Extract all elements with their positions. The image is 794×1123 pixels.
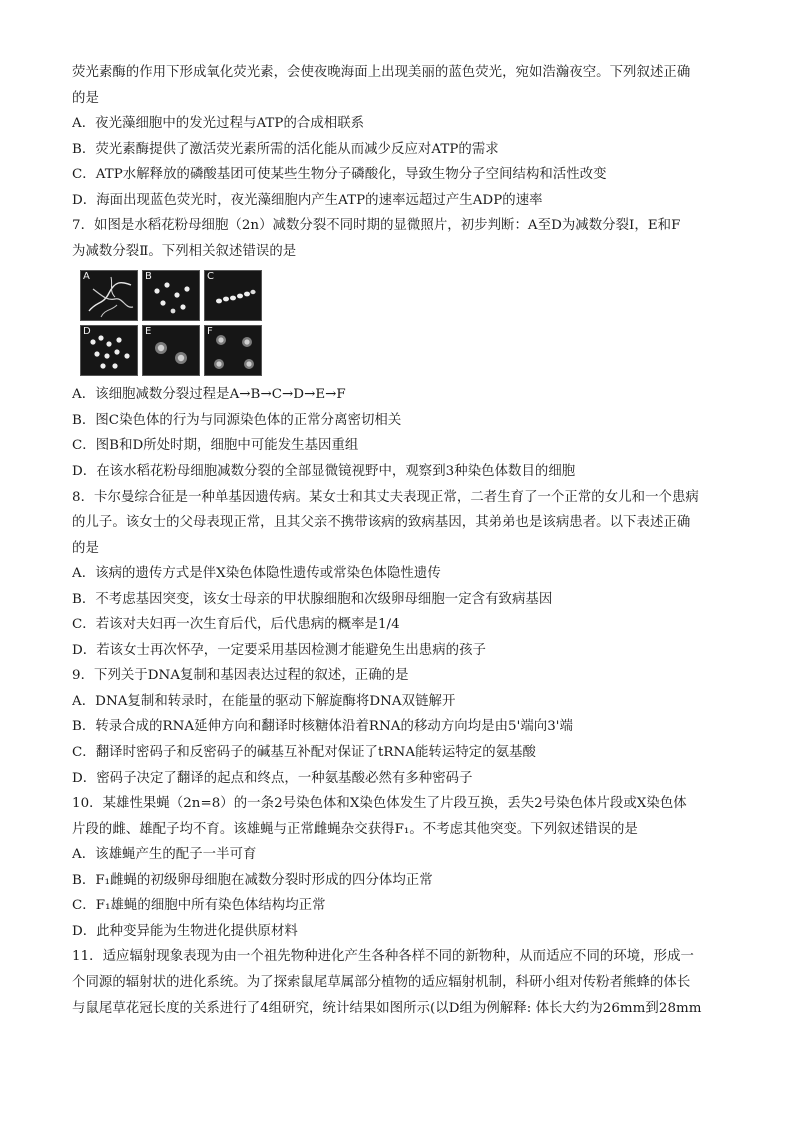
question-8-stem: 8．卡尔曼综合征是一种单基因遗传病。某女士和其丈夫表现正常，二者生育了一个正常的女儿和一个患病	[72, 489, 699, 505]
micrograph-panel-a	[80, 270, 138, 321]
option-line: B．荧光素酶提供了激活荧光素所需的活化能从而减少反应对ATP的需求	[72, 141, 499, 157]
question-11-stem: 个同源的辐射状的进化系统。为了探索鼠尾草属部分植物的适应辐射机制，科研小组对传粉者熊蜂的体长	[72, 974, 691, 990]
micrograph-panel-d	[80, 325, 138, 376]
panel-label: C	[207, 271, 214, 283]
panel-label: E	[145, 326, 152, 338]
text-line: 的是	[72, 90, 99, 106]
option-line: A．该雄蝇产生的配子一半可育	[72, 847, 257, 863]
micrograph-panel-f	[204, 325, 262, 376]
document-body	[72, 60, 724, 1021]
question-7-stem: 为减数分裂Ⅱ。下列相关叙述错误的是	[72, 243, 297, 259]
option-line: C．翻译时密码子和反密码子的碱基互补配对保证了tRNA能转运特定的氨基酸	[72, 745, 537, 761]
micrograph-grid	[80, 270, 262, 376]
option-line: B．图C染色体的行为与同源染色体的正常分离密切相关	[72, 412, 402, 428]
question-8-stem: 的儿子。该女士的父母表现正常，且其父亲不携带该病的致病基因，其弟弟也是该病患者。以下表述正确	[72, 515, 691, 531]
option-line: D．此种变异能为生物进化提供原材料	[72, 923, 298, 939]
question-8-stem: 的是	[72, 540, 99, 556]
panel-label: B	[145, 271, 152, 283]
option-line: B．不考虑基因突变，该女士母亲的甲状腺细胞和次级卵母细胞一定含有致病基因	[72, 591, 553, 607]
question-7-stem: 7．如图是水稻花粉母细胞（2n）减数分裂不同时期的显微照片，初步判断：A至D为减数分裂Ⅰ，E和F	[72, 218, 681, 234]
option-line: A．该细胞减数分裂过程是A→B→C→D→E→F	[72, 387, 346, 403]
micrograph-figure	[72, 264, 724, 382]
question-9-stem: 9．下列关于DNA复制和基因表达过程的叙述，正确的是	[72, 668, 409, 684]
panel-f-four-nuclei	[205, 326, 262, 376]
micrograph-panel-c	[204, 270, 262, 321]
option-line: A．夜光藻细胞中的发光过程与ATP的合成相联系	[72, 116, 365, 132]
option-line: C．图B和D所处时期，细胞中可能发生基因重组	[72, 438, 359, 454]
option-line: D．海面出现蓝色荧光时，夜光藻细胞内产生ATP的速率远超过产生ADP的速率	[72, 192, 543, 208]
question-11-stem: 11．适应辐射现象表现为由一个祖先物种进化产生各种各样不同的新物种，从而适应不同的环境，形成一	[72, 949, 694, 965]
option-line: D．在该水稻花粉母细胞减数分裂的全部显微镜视野中，观察到3种染色体数目的细胞	[72, 464, 576, 480]
option-line: C．F₁雄蝇的细胞中所有染色体结构均正常	[72, 898, 326, 914]
option-line: B．转录合成的RNA延伸方向和翻译时核糖体沿着RNA的移动方向均是由5'端向3'端	[72, 719, 573, 735]
panel-label: D	[83, 326, 91, 338]
option-line: A．该病的遗传方式是伴X染色体隐性遗传或常染色体隐性遗传	[72, 566, 441, 582]
micrograph-panel-b	[142, 270, 200, 321]
option-line: D．密码子决定了翻译的起点和终点，一种氨基酸必然有多种密码子	[72, 770, 473, 786]
panel-label: F	[207, 326, 213, 338]
panel-e-two-nuclei	[143, 326, 200, 376]
question-10-stem: 10．某雄性果蝇（2n=8）的一条2号染色体和X染色体发生了片段互换，丢失2号染色体片段或X染色体	[72, 796, 687, 812]
question-10-stem: 片段的雌、雄配子均不育。该雄蝇与正常雌蝇杂交获得F₁。不考虑其他突变。下列叙述错误的是	[72, 821, 638, 837]
micrograph-panel-e	[142, 325, 200, 376]
option-line: C．ATP水解释放的磷酸基团可使某些生物分子磷酸化，导致生物分子空间结构和活性改变	[72, 167, 607, 183]
text-line: 荧光素酶的作用下形成氧化荧光素，会使夜晚海面上出现美丽的蓝色荧光，宛如浩瀚夜空。下列叙述正确	[72, 65, 691, 80]
option-line: C．若该对夫妇再一次生育后代，后代患病的概率是1/4	[72, 617, 400, 633]
option-line: D．若该女士再次怀孕，一定要采用基因检测才能避免生出患病的孩子	[72, 642, 487, 658]
option-line: A．DNA复制和转录时，在能量的驱动下解旋酶将DNA双链解开	[72, 693, 456, 709]
question-11-stem: 与鼠尾草花冠长度的关系进行了4组研究，统计结果如图所示(以D组为例解释: 体长大约为26mm到28mm	[72, 1000, 702, 1016]
option-line: B．F₁雌蝇的初级卵母细胞在减数分裂时形成的四分体均正常	[72, 872, 433, 888]
panel-label: A	[83, 271, 90, 283]
